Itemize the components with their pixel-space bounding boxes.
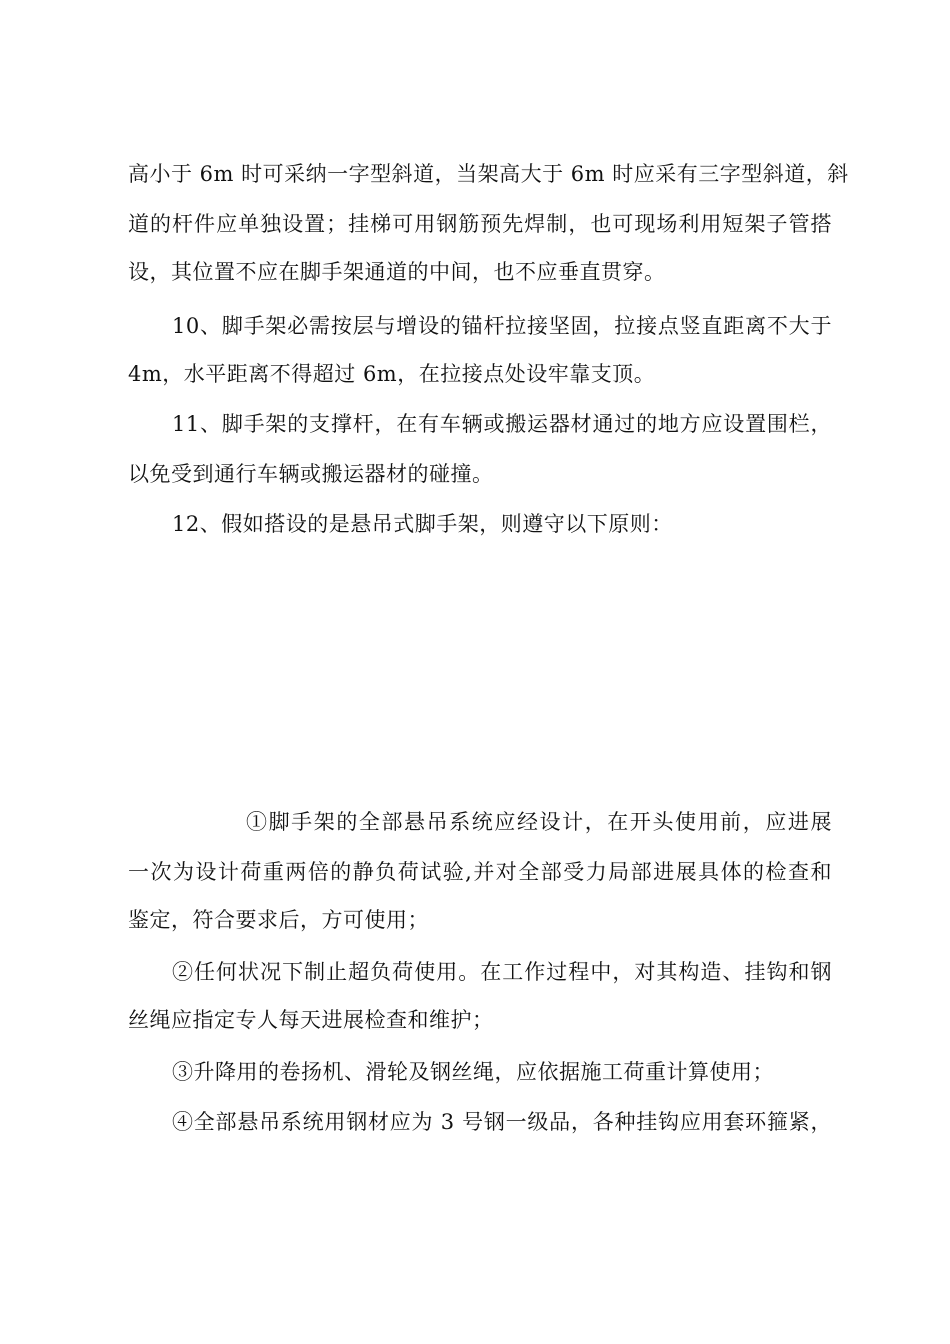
paragraph-line: ①脚手架的全部悬吊系统应经设计，在开头使用前，应进展 — [246, 810, 832, 834]
paragraph-line: 4m，水平距离不得超过 6m，在拉接点处设牢靠支顶。 — [128, 362, 656, 386]
paragraph-line: 12、假如搭设的是悬吊式脚手架，则遵守以下原则： — [172, 512, 673, 536]
paragraph-line: 11、脚手架的支撑杆，在有车辆或搬运器材通过的地方应设置围栏， — [172, 412, 832, 436]
paragraph-line: 道的杆件应单独设置；挂梯可用钢筋预先焊制，也可现场利用短架子管搭 — [128, 212, 832, 236]
paragraph-line: ④全部悬吊系统用钢材应为 3 号钢一级品，各种挂钩应用套环箍紧， — [172, 1110, 832, 1134]
paragraph-line: 10、脚手架必需按层与增设的锚杆拉接坚固，拉接点竖直距离不大于 — [172, 314, 832, 338]
paragraph-line: 设，其位置不应在脚手架通道的中间，也不应垂直贯穿。 — [128, 260, 666, 284]
paragraph-line: ③升降用的卷扬机、滑轮及钢丝绳，应依据施工荷重计算使用； — [172, 1060, 774, 1084]
paragraph-line: 鉴定，符合要求后，方可使用； — [128, 908, 429, 932]
paragraph-line: 高小于 6m 时可采纳一字型斜道，当架高大于 6m 时应采有三字型斜道，斜 — [128, 162, 849, 186]
paragraph-line: 一次为设计荷重两倍的静负荷试验,并对全部受力局部进展具体的检查和 — [128, 860, 832, 884]
paragraph-line: ②任何状况下制止超负荷使用。在工作过程中，对其构造、挂钩和钢 — [172, 960, 832, 984]
paragraph-line: 以免受到通行车辆或搬运器材的碰撞。 — [128, 462, 494, 486]
paragraph-line: 丝绳应指定专人每天进展检查和维护； — [128, 1008, 494, 1032]
